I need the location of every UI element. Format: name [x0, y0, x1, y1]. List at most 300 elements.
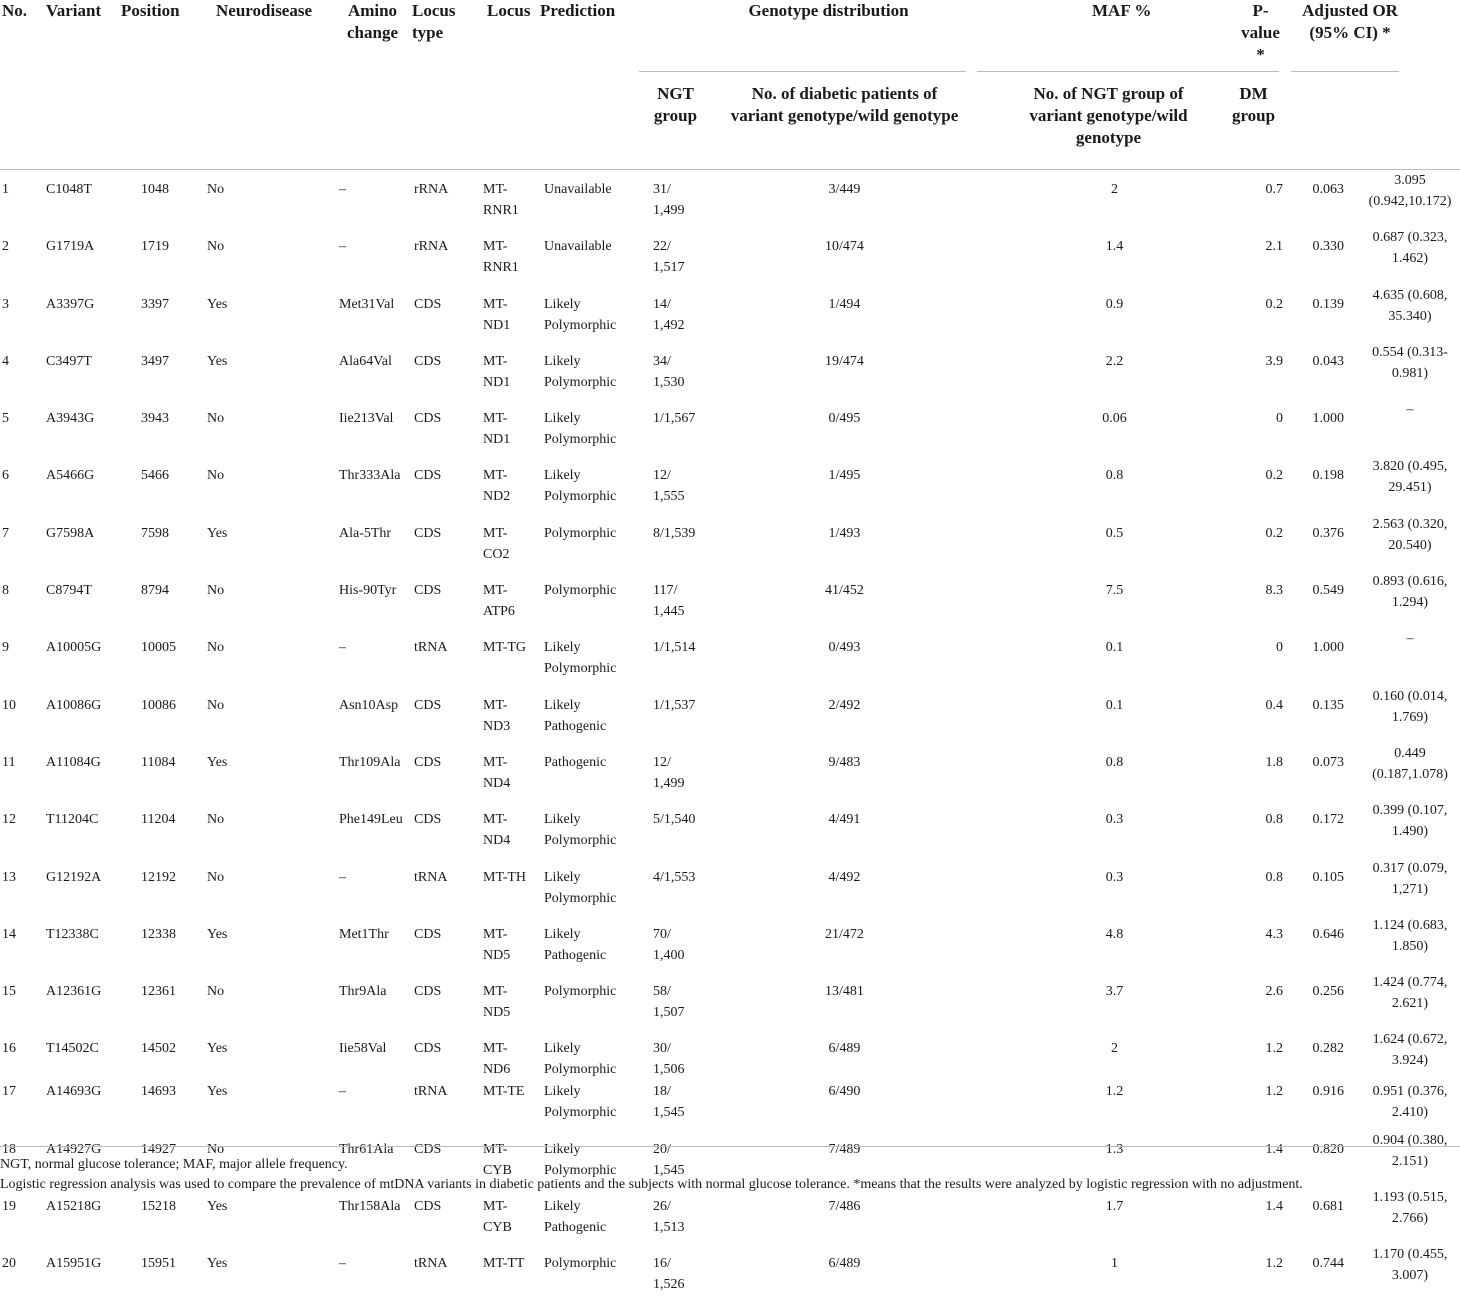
- cell-position: 11084: [141, 754, 176, 770]
- cell-ngt-group: 8/1,539: [653, 525, 696, 541]
- cell-position: 15218: [141, 1199, 176, 1215]
- cell-p-value: 0.646: [1312, 926, 1345, 942]
- cell-neurodisease: No: [207, 182, 225, 197]
- cell-maf-ngt: 1.3: [1105, 1141, 1124, 1157]
- cell-maf-dm: 1.4: [1265, 1199, 1284, 1215]
- cell-diabetic-distribution: 4/492: [828, 869, 861, 885]
- cell-maf-ngt: 2: [1111, 1041, 1118, 1057]
- cell-no: 7: [2, 525, 9, 541]
- cell-prediction: Likely Pathogenic: [544, 926, 607, 963]
- cell-neurodisease: No: [207, 869, 225, 885]
- cell-locus: MT-TH: [483, 869, 527, 885]
- cell-ngt-group: 26/ 1,513: [653, 1199, 685, 1236]
- cell-neurodisease: No: [207, 468, 225, 484]
- cell-maf-dm: 0.7: [1265, 182, 1284, 197]
- cell-neurodisease: Yes: [207, 1256, 228, 1272]
- cell-p-value: 0.681: [1312, 1199, 1345, 1215]
- cell-adjusted-or: 0.687 (0.323, 1.462): [1372, 230, 1448, 267]
- cell-amino-change: Met31Val: [339, 296, 395, 312]
- cell-locus: MT-CO2: [483, 525, 510, 562]
- cell-prediction: Likely Polymorphic: [544, 1141, 617, 1178]
- cell-prediction: Pathogenic: [544, 754, 607, 770]
- cell-adjusted-or: 3.820 (0.495, 29.451): [1372, 459, 1448, 496]
- cell-amino-change: Iie213Val: [339, 411, 394, 427]
- cell-locus-type: CDS: [414, 1141, 442, 1157]
- cell-ngt-group: 58/ 1,507: [653, 984, 685, 1021]
- cell-prediction: Likely Polymorphic: [544, 411, 617, 448]
- cell-neurodisease: Yes: [207, 525, 228, 541]
- cell-position: 3497: [141, 353, 169, 369]
- cell-ngt-group: 117/ 1,445: [653, 583, 685, 620]
- header-locus: Locus: [487, 1, 531, 20]
- cell-locus: MT-TE: [483, 1084, 525, 1100]
- table-row: [0, 170, 1460, 228]
- cell-locus-type: CDS: [414, 411, 442, 427]
- cell-locus: MT-ND4: [483, 812, 511, 849]
- cell-no: 17: [2, 1084, 16, 1100]
- cell-diabetic-distribution: 41/452: [825, 583, 864, 599]
- cell-position: 3943: [141, 411, 169, 427]
- cell-prediction: Likely Polymorphic: [544, 296, 617, 333]
- cell-diabetic-distribution: 6/489: [828, 1256, 861, 1272]
- table-row: [0, 915, 1460, 972]
- cell-diabetic-distribution: 2/492: [828, 697, 861, 713]
- cell-maf-ngt: 7.5: [1105, 583, 1124, 599]
- cell-variant: C1048T: [46, 182, 92, 197]
- header-p-value-label: P-value *: [1241, 1, 1280, 64]
- cell-no: 10: [2, 697, 16, 713]
- cell-position: 1719: [141, 239, 169, 255]
- cell-p-value: 0.063: [1312, 182, 1345, 197]
- cell-amino-change: Thr158Ala: [339, 1199, 401, 1215]
- cell-locus: MT-ATP6: [483, 583, 515, 620]
- cell-no: 4: [2, 353, 9, 369]
- cell-amino-change: Iie58Val: [339, 1041, 387, 1057]
- cell-diabetic-distribution: 0/493: [828, 640, 861, 656]
- cell-variant: A15218G: [46, 1199, 102, 1215]
- cell-maf-dm: 2.1: [1265, 239, 1284, 255]
- cell-variant: T12338C: [46, 926, 99, 942]
- cell-maf-ngt: 0.5: [1105, 525, 1124, 541]
- cell-ngt-group: 12/ 1,555: [653, 468, 685, 505]
- cell-position: 12192: [141, 869, 176, 885]
- cell-ngt-group: 1/1,514: [653, 640, 696, 656]
- cell-adjusted-or: 1.170 (0.455, 3.007): [1372, 1247, 1448, 1284]
- cell-p-value: 0.198: [1312, 468, 1345, 484]
- cell-locus: MT-ND2: [483, 468, 511, 505]
- footnote-abbreviations: NGT, normal glucose tolerance; MAF, major allele frequency.: [0, 1157, 348, 1172]
- cell-adjusted-or: 0.317 (0.079, 1,271): [1372, 860, 1448, 897]
- cell-no: 19: [2, 1199, 16, 1215]
- table-row: [0, 514, 1460, 571]
- cell-position: 14502: [141, 1041, 176, 1057]
- cell-locus: MT-RNR1: [483, 239, 519, 276]
- cell-neurodisease: Yes: [207, 296, 228, 312]
- cell-p-value: 0.073: [1312, 754, 1345, 770]
- header-spacer-or: [1360, 72, 1460, 170]
- genotype-group-rule: [639, 71, 966, 72]
- cell-neurodisease: Yes: [207, 754, 228, 770]
- cell-ngt-group: 16/ 1,526: [653, 1256, 685, 1293]
- cell-locus-type: CDS: [414, 583, 442, 599]
- header-maf-label: MAF %: [1092, 1, 1152, 20]
- cell-variant: G1719A: [46, 239, 95, 255]
- cell-diabetic-distribution: 6/489: [828, 1041, 861, 1057]
- cell-p-value: 0.549: [1312, 583, 1345, 599]
- cell-position: 14693: [141, 1084, 176, 1100]
- cell-adjusted-or: 0.160 (0.014, 1.769): [1372, 688, 1448, 725]
- cell-prediction: Likely Polymorphic: [544, 1084, 617, 1121]
- header-genotype-distribution-label: Genotype distribution: [748, 1, 909, 20]
- cell-locus-type: rRNA: [414, 239, 449, 255]
- table-row: [0, 399, 1460, 456]
- cell-locus-type: tRNA: [414, 1084, 448, 1100]
- cell-p-value: 0.105: [1312, 869, 1345, 885]
- table-row: [0, 858, 1460, 915]
- cell-locus: MT-ND6: [483, 1041, 511, 1078]
- cell-ngt-group: 1/1,537: [653, 697, 696, 713]
- cell-neurodisease: Yes: [207, 926, 228, 942]
- cell-amino-change: –: [339, 640, 346, 656]
- cell-locus-type: rRNA: [414, 182, 449, 197]
- footnote-method: Logistic regression analysis was used to compare the prevalence of mtDNA variants in diabetic patients and the subjects with normal glucose tolerance. *means that the results were analyzed by logistic regression with no adjustment.: [0, 1177, 1303, 1192]
- cell-neurodisease: No: [207, 984, 225, 1000]
- cell-p-value: 0.330: [1312, 239, 1345, 255]
- cell-maf-ngt: 1.7: [1105, 1199, 1124, 1215]
- p-value-rule: [1227, 71, 1279, 72]
- cell-no: 1: [2, 182, 9, 197]
- cell-amino-change: Asn10Asp: [339, 697, 399, 713]
- header-no: No.: [2, 1, 28, 20]
- table-row: [0, 628, 1460, 685]
- cell-adjusted-or: 0.951 (0.376, 2.410): [1372, 1084, 1448, 1121]
- header-neurodisease: Neurodisease: [216, 1, 313, 20]
- header-ngt-variant-wild: No. of NGT group of variant genotype/wild genotype: [977, 72, 1222, 170]
- cell-adjusted-or: 4.635 (0.608, 35.340): [1372, 287, 1448, 324]
- cell-locus: MT-TG: [483, 640, 527, 656]
- cell-amino-change: Thr61Ala: [339, 1141, 394, 1157]
- cell-maf-dm: 0: [1276, 640, 1284, 656]
- cell-prediction: Likely Pathogenic: [544, 1199, 607, 1236]
- cell-maf-ngt: 0.8: [1105, 754, 1124, 770]
- cell-variant: G12192A: [46, 869, 102, 885]
- cell-p-value: 0.820: [1312, 1141, 1345, 1157]
- cell-amino-change: Thr109Ala: [339, 754, 401, 770]
- cell-amino-change: Thr333Ala: [339, 468, 401, 484]
- table-row: [0, 285, 1460, 342]
- cell-adjusted-or: 0.554 (0.313-0.981): [1372, 344, 1448, 381]
- cell-no: 13: [2, 869, 16, 885]
- cell-diabetic-distribution: 19/474: [825, 353, 864, 369]
- cell-prediction: Likely Polymorphic: [544, 1041, 617, 1078]
- cell-diabetic-distribution: 4/491: [828, 812, 861, 828]
- cell-position: 12338: [141, 926, 176, 942]
- cell-locus-type: CDS: [414, 525, 442, 541]
- cell-prediction: Likely Polymorphic: [544, 869, 617, 906]
- cell-p-value: 0.916: [1312, 1084, 1345, 1100]
- cell-maf-dm: 0.8: [1265, 869, 1284, 885]
- header-spacer-p: [1299, 72, 1360, 170]
- cell-no: 15: [2, 984, 16, 1000]
- cell-locus: MT-ND1: [483, 296, 511, 333]
- cell-p-value: 0.172: [1312, 812, 1345, 828]
- cell-ngt-group: 12/ 1,499: [653, 754, 685, 791]
- cell-maf-dm: 0.2: [1265, 525, 1284, 541]
- cell-diabetic-distribution: 10/474: [825, 239, 864, 255]
- cell-no: 18: [2, 1141, 16, 1157]
- cell-variant: A15951G: [46, 1256, 102, 1272]
- cell-locus-type: CDS: [414, 296, 442, 312]
- header-prediction: Prediction: [540, 1, 616, 20]
- cell-variant: A14927G: [46, 1141, 102, 1157]
- table-row: [0, 800, 1460, 857]
- cell-variant: T11204C: [46, 812, 99, 828]
- cell-ngt-group: 18/ 1,545: [653, 1084, 685, 1121]
- cell-adjusted-or: 0.399 (0.107, 1.490): [1372, 803, 1448, 840]
- cell-ngt-group: 20/ 1,545: [653, 1141, 685, 1178]
- table-row: [0, 227, 1460, 284]
- cell-amino-change: His-90Tyr: [339, 583, 397, 599]
- table-row: [0, 686, 1460, 743]
- cell-diabetic-distribution: 7/489: [828, 1141, 861, 1157]
- cell-prediction: Polymorphic: [544, 1256, 617, 1272]
- cell-amino-change: –: [339, 1256, 346, 1272]
- header-adjusted-or-label: Adjusted OR (95% CI) *: [1302, 1, 1398, 42]
- cell-prediction: Likely Polymorphic: [544, 468, 617, 505]
- cell-diabetic-distribution: 1/493: [828, 525, 861, 541]
- cell-neurodisease: Yes: [207, 1084, 228, 1100]
- cell-maf-dm: 3.9: [1265, 353, 1284, 369]
- cell-neurodisease: No: [207, 411, 225, 427]
- cell-diabetic-distribution: 7/486: [828, 1199, 861, 1215]
- cell-maf-ngt: 2: [1111, 182, 1118, 197]
- cell-locus-type: tRNA: [414, 1256, 448, 1272]
- cell-prediction: Likely Polymorphic: [544, 640, 617, 677]
- table-row: [0, 1187, 1460, 1244]
- cell-locus: MT-CYB: [483, 1199, 512, 1236]
- cell-neurodisease: No: [207, 1141, 225, 1157]
- cell-maf-ngt: 1.4: [1105, 239, 1124, 255]
- cell-diabetic-distribution: 3/449: [828, 182, 861, 197]
- cell-maf-dm: 0: [1276, 411, 1284, 427]
- cell-ngt-group: 34/ 1,530: [653, 353, 685, 390]
- cell-no: 14: [2, 926, 16, 942]
- cell-locus: MT-ND1: [483, 353, 511, 390]
- table-row: [0, 456, 1460, 513]
- cell-diabetic-distribution: 9/483: [828, 754, 861, 770]
- cell-locus-type: CDS: [414, 697, 442, 713]
- cell-variant: G7598A: [46, 525, 95, 541]
- adjusted-or-rule: [1291, 71, 1399, 72]
- cell-maf-dm: 4.3: [1265, 926, 1284, 942]
- cell-amino-change: –: [339, 1084, 346, 1100]
- cell-locus-type: tRNA: [414, 640, 448, 656]
- table-row: [0, 342, 1460, 399]
- cell-maf-ngt: 0.06: [1102, 411, 1127, 427]
- cell-amino-change: Ala64Val: [339, 353, 392, 369]
- cell-maf-dm: 1.8: [1265, 754, 1284, 770]
- cell-maf-dm: 0.2: [1265, 296, 1284, 312]
- cell-diabetic-distribution: 1/494: [828, 296, 861, 312]
- cell-no: 16: [2, 1041, 16, 1057]
- cell-locus-type: CDS: [414, 353, 442, 369]
- cell-neurodisease: No: [207, 239, 225, 255]
- cell-no: 5: [2, 411, 9, 427]
- cell-neurodisease: No: [207, 812, 225, 828]
- table-row: [0, 1080, 1460, 1129]
- cell-locus: MT-ND5: [483, 926, 511, 963]
- cell-maf-ngt: 0.1: [1105, 640, 1124, 656]
- cell-adjusted-or: –: [1406, 402, 1414, 418]
- cell-variant: A11084G: [46, 754, 101, 770]
- cell-amino-change: –: [339, 182, 346, 197]
- cell-position: 12361: [141, 984, 176, 1000]
- header-genotype-distribution: [639, 0, 1222, 72]
- cell-p-value: 0.043: [1312, 353, 1345, 369]
- cell-no: 2: [2, 239, 9, 255]
- cell-ngt-group: 22/ 1,517: [653, 239, 685, 276]
- cell-maf-dm: 0.4: [1265, 697, 1284, 713]
- cell-position: 15951: [141, 1256, 176, 1272]
- cell-variant: A5466G: [46, 468, 95, 484]
- cell-adjusted-or: 0.893 (0.616, 1.294): [1372, 574, 1448, 611]
- cell-maf-ngt: 1: [1111, 1256, 1118, 1272]
- cell-neurodisease: Yes: [207, 353, 228, 369]
- cell-position: 5466: [141, 468, 169, 484]
- cell-locus-type: CDS: [414, 926, 442, 942]
- cell-prediction: Likely Polymorphic: [544, 812, 617, 849]
- cell-prediction: Polymorphic: [544, 583, 617, 599]
- cell-maf-dm: 2.6: [1265, 984, 1284, 1000]
- table-body: [0, 170, 1460, 1302]
- header-position: Position: [121, 1, 180, 20]
- cell-position: 3397: [141, 296, 169, 312]
- cell-adjusted-or: 2.563 (0.320, 20.540): [1372, 516, 1448, 553]
- cell-maf-ngt: 0.3: [1105, 812, 1124, 828]
- cell-adjusted-or: 3.095 (0.942,10.172): [1368, 173, 1452, 209]
- cell-diabetic-distribution: 1/495: [828, 468, 861, 484]
- cell-ngt-group: 5/1,540: [653, 812, 696, 828]
- cell-maf-ngt: 0.8: [1105, 468, 1124, 484]
- cell-variant: A10005G: [46, 640, 102, 656]
- cell-neurodisease: No: [207, 697, 225, 713]
- table-row: [0, 743, 1460, 800]
- cell-no: 8: [2, 583, 9, 599]
- cell-adjusted-or: 1.193 (0.515, 2.766): [1372, 1190, 1448, 1227]
- cell-prediction: Likely Polymorphic: [544, 353, 617, 390]
- cell-ngt-group: 4/1,553: [653, 869, 696, 885]
- cell-neurodisease: No: [207, 640, 225, 656]
- cell-no: 12: [2, 812, 16, 828]
- cell-ngt-group: 30/ 1,506: [653, 1041, 685, 1078]
- cell-p-value: 1.000: [1312, 640, 1345, 656]
- cell-adjusted-or: 1.424 (0.774, 2.621): [1372, 975, 1448, 1012]
- cell-locus: MT-TT: [483, 1256, 525, 1272]
- cell-maf-ngt: 0.1: [1105, 697, 1124, 713]
- cell-prediction: Unavailable: [544, 239, 612, 255]
- cell-no: 3: [2, 296, 9, 312]
- cell-amino-change: Met1Thr: [339, 926, 389, 942]
- cell-no: 11: [2, 754, 16, 770]
- cell-amino-change: –: [339, 869, 346, 885]
- cell-maf-ngt: 0.9: [1105, 296, 1124, 312]
- cell-diabetic-distribution: 0/495: [828, 411, 861, 427]
- cell-locus-type: CDS: [414, 812, 442, 828]
- cell-adjusted-or: 0.449 (0.187,1.078): [1372, 745, 1448, 782]
- cell-p-value: 1.000: [1312, 411, 1345, 427]
- cell-diabetic-distribution: 6/490: [828, 1084, 861, 1100]
- cell-position: 10005: [141, 640, 176, 656]
- cell-ngt-group: 70/ 1,400: [653, 926, 685, 963]
- cell-p-value: 0.744: [1312, 1256, 1345, 1272]
- cell-p-value: 0.376: [1312, 525, 1345, 541]
- header-diabetic-variant-wild: No. of diabetic patients of variant genotype/wild genotype: [712, 72, 977, 170]
- cell-variant: A10086G: [46, 697, 102, 713]
- cell-adjusted-or: 1.124 (0.683, 1.850): [1372, 917, 1448, 954]
- table-row: [0, 571, 1460, 628]
- cell-variant: A3397G: [46, 296, 95, 312]
- cell-diabetic-distribution: 21/472: [825, 926, 864, 942]
- cell-variant: A12361G: [46, 984, 102, 1000]
- header-amino-change: Amino change: [347, 1, 398, 42]
- cell-locus: MT-ND1: [483, 411, 511, 448]
- cell-neurodisease: Yes: [207, 1199, 228, 1215]
- cell-amino-change: Ala-5Thr: [339, 525, 392, 541]
- table-row: [0, 1029, 1460, 1080]
- cell-locus: MT-CYB: [483, 1141, 512, 1178]
- cell-p-value: 0.282: [1312, 1041, 1345, 1057]
- cell-no: 9: [2, 640, 9, 656]
- cell-amino-change: Phe149Leu: [339, 812, 403, 828]
- table-footnotes: [0, 1146, 1460, 1195]
- cell-neurodisease: Yes: [207, 1041, 228, 1057]
- header-p-value: [1222, 0, 1299, 72]
- cell-no: 20: [2, 1256, 16, 1272]
- cell-diabetic-distribution: 13/481: [825, 984, 864, 1000]
- cell-prediction: Likely Pathogenic: [544, 697, 607, 734]
- cell-locus-type: CDS: [414, 468, 442, 484]
- header-locus-type: Locus type: [412, 1, 456, 42]
- cell-maf-dm: 1.2: [1265, 1256, 1284, 1272]
- cell-locus: MT-ND5: [483, 984, 511, 1021]
- cell-maf-dm: 8.3: [1265, 583, 1284, 599]
- header-spacer: [0, 72, 639, 170]
- cell-ngt-group: 31/ 1,499: [653, 182, 685, 218]
- cell-p-value: 0.256: [1312, 984, 1345, 1000]
- cell-locus-type: CDS: [414, 754, 442, 770]
- cell-locus: MT-ND3: [483, 697, 511, 734]
- cell-variant: A14693G: [46, 1084, 102, 1100]
- cell-variant: C8794T: [46, 583, 92, 599]
- cell-p-value: 0.135: [1312, 697, 1345, 713]
- cell-adjusted-or: 0.904 (0.380, 2.151): [1372, 1132, 1448, 1169]
- cell-locus-type: CDS: [414, 984, 442, 1000]
- cell-amino-change: Thr9Ala: [339, 984, 387, 1000]
- table-row: [0, 972, 1460, 1029]
- cell-position: 14927: [141, 1141, 176, 1157]
- cell-maf-dm: 0.8: [1265, 812, 1284, 828]
- cell-neurodisease: No: [207, 583, 225, 599]
- cell-prediction: Unavailable: [544, 182, 612, 197]
- cell-maf-ngt: 0.3: [1105, 869, 1124, 885]
- cell-locus-type: CDS: [414, 1199, 442, 1215]
- table-row: [0, 1244, 1460, 1301]
- cell-prediction: Polymorphic: [544, 525, 617, 541]
- cell-adjusted-or: 1.624 (0.672, 3.924): [1372, 1032, 1448, 1069]
- cell-position: 11204: [141, 812, 176, 828]
- cell-prediction: Polymorphic: [544, 984, 617, 1000]
- cell-maf-dm: 1.2: [1265, 1084, 1284, 1100]
